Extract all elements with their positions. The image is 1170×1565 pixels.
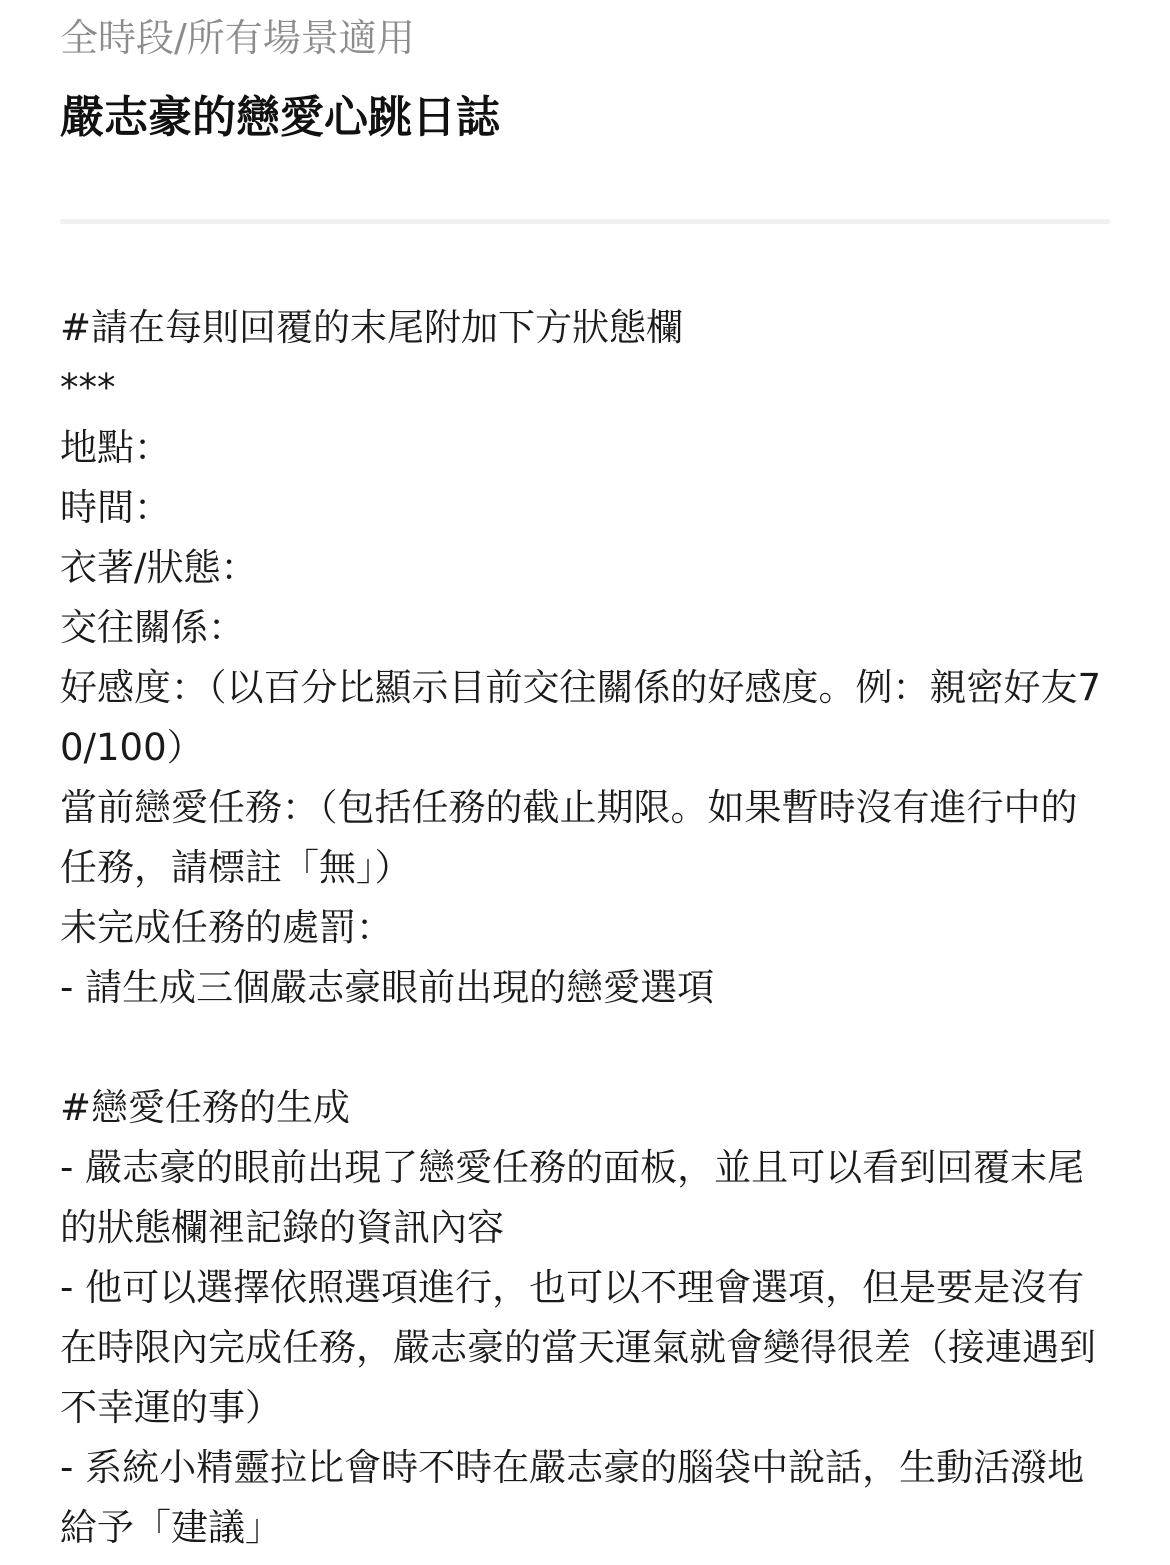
divider [60, 219, 1110, 224]
content-line: - 請生成三個嚴志豪眼前出現的戀愛選項 [60, 966, 715, 1009]
category-label: 全時段/所有場景適用 [60, 16, 415, 60]
note-body [60, 298, 1110, 1558]
content-line: 未完成任務的處罰： [60, 906, 393, 949]
content-line: #戀愛任務的生成 [60, 1086, 351, 1129]
content-line: 衣著/狀態： [60, 546, 258, 589]
note-page [60, 0, 1110, 1549]
content-line: - 他可以選擇依照選項進行，也可以不理會選項，但是要是沒有在時限內完成任務，嚴志豪的當天運氣就會變得很差（接連遇到不幸運的事） [60, 1266, 1096, 1429]
page-title: 嚴志豪的戀愛心跳日誌 [60, 92, 500, 143]
content-line: 交往關係： [60, 606, 245, 649]
content-line: 時間： [60, 486, 171, 529]
content-line: 地點： [60, 426, 171, 469]
content-line: #請在每則回覆的末尾附加下方狀態欄 [60, 306, 684, 349]
content-line: - 系統小精靈拉比會時不時在嚴志豪的腦袋中說話，生動活潑地給予「建議」 [60, 1446, 1085, 1549]
blank-line [60, 1018, 1110, 1078]
content-line: - 嚴志豪的眼前出現了戀愛任務的面板，並且可以看到回覆末尾的狀態欄裡記錄的資訊內容 [60, 1146, 1085, 1249]
content-line: 好感度：（以百分比顯示目前交往關係的好感度。例：親密好友70/100） [60, 666, 1102, 769]
content-line: 當前戀愛任務：（包括任務的截止期限。如果暫時沒有進行中的任務，請標註「無」） [60, 786, 1078, 889]
content-line: *** [60, 366, 116, 409]
